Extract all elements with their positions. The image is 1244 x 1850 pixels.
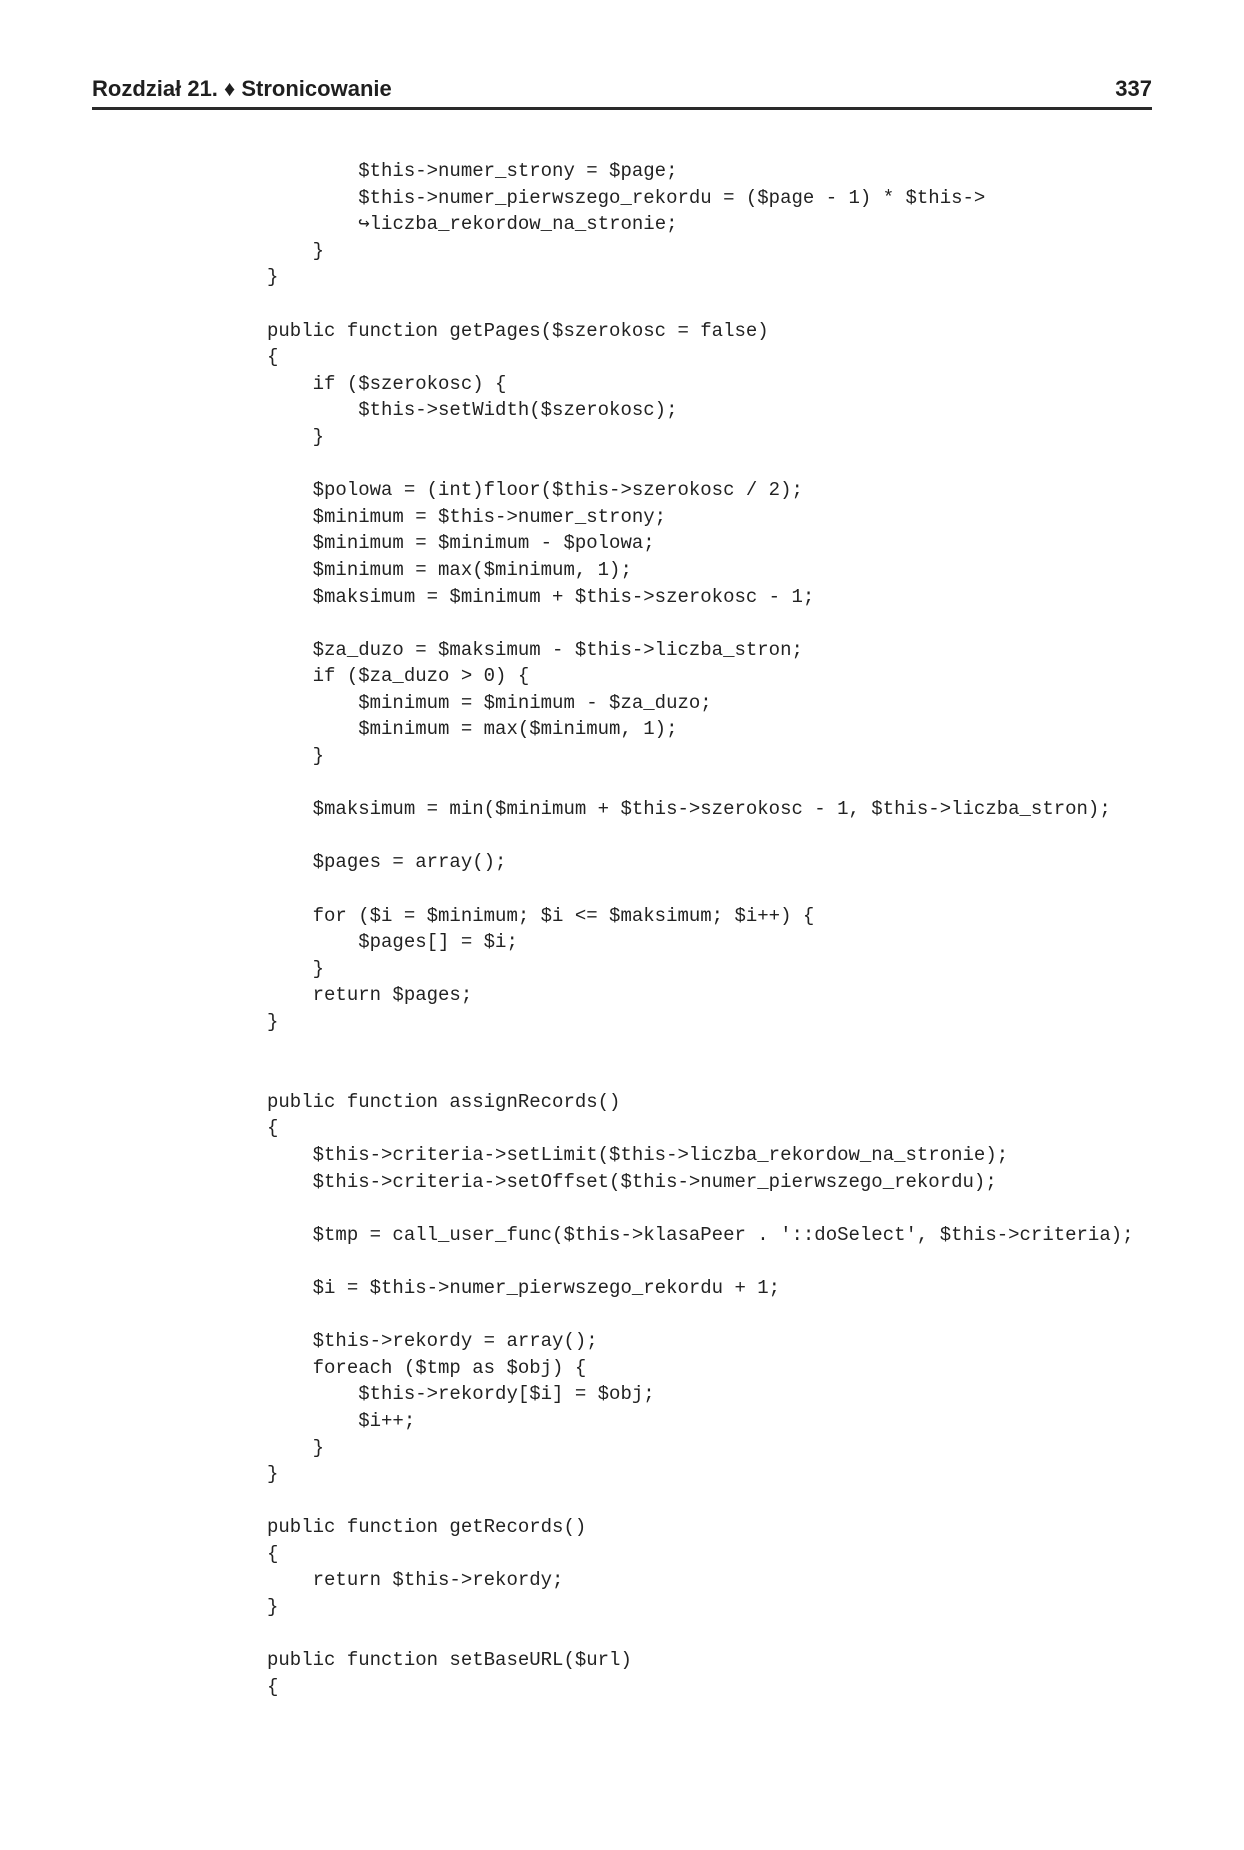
code-line: $this->rekordy[$i] = $obj; — [267, 1383, 655, 1406]
code-line: public function getPages($szerokosc = false) — [267, 319, 769, 342]
code-line: } — [267, 239, 325, 262]
code-line: if ($za_duzo > 0) { — [267, 665, 530, 688]
code-line — [267, 1621, 1134, 1648]
code-line: if ($szerokosc) { — [267, 372, 507, 395]
code-line — [267, 1488, 1134, 1515]
code-line: { — [267, 346, 279, 369]
code-line: $this->criteria->setOffset($this->numer_pierwszego_rekordu); — [267, 1170, 997, 1193]
code-line: { — [267, 1675, 279, 1698]
code-line: for ($i = $minimum; $i <= $maksimum; $i++) { — [267, 904, 815, 927]
code-line — [267, 1302, 1134, 1329]
code-line: public function setBaseURL($url) — [267, 1649, 632, 1672]
code-line: } — [267, 425, 325, 448]
page-number: 337 — [1115, 76, 1152, 101]
code-line — [267, 823, 1134, 850]
code-line: return $pages; — [267, 984, 473, 1007]
code-line — [267, 1248, 1134, 1275]
code-line: } — [267, 1596, 279, 1619]
code-line — [267, 770, 1134, 797]
chapter-title: Rozdział 21. ♦ Stronicowanie — [92, 76, 392, 101]
code-line — [267, 610, 1134, 637]
code-line: $polowa = (int)floor($this->szerokosc / 2); — [267, 479, 803, 502]
code-line — [267, 1062, 1134, 1089]
code-line: $this->numer_strony = $page; — [267, 160, 678, 182]
code-line: } — [267, 1436, 325, 1459]
code-line: { — [267, 1117, 279, 1140]
code-line — [267, 291, 1134, 318]
code-line: $maksimum = $minimum + $this->szerokosc - 1; — [267, 585, 815, 608]
code-line: foreach ($tmp as $obj) { — [267, 1356, 587, 1379]
code-line: return $this->rekordy; — [267, 1569, 564, 1592]
code-line: $this->criteria->setLimit($this->liczba_rekordow_na_stronie); — [267, 1143, 1009, 1166]
code-line: $minimum = max($minimum, 1); — [267, 718, 678, 741]
code-line: $minimum = max($minimum, 1); — [267, 558, 632, 581]
code-line: $minimum = $this->numer_strony; — [267, 505, 667, 528]
code-line: } — [267, 957, 325, 980]
code-line: } — [267, 266, 279, 289]
code-line: $i = $this->numer_pierwszego_rekordu + 1; — [267, 1276, 781, 1299]
code-line: { — [267, 1542, 279, 1565]
code-listing — [267, 158, 1134, 1700]
code-line: $minimum = $minimum - $za_duzo; — [267, 691, 712, 714]
code-line — [267, 1195, 1134, 1222]
code-line: $pages = array(); — [267, 851, 507, 874]
page-header — [92, 76, 1152, 114]
code-line: $minimum = $minimum - $polowa; — [267, 532, 655, 555]
code-line: $this->setWidth($szerokosc); — [267, 399, 678, 422]
code-line: $pages[] = $i; — [267, 931, 518, 954]
header-rule — [92, 107, 1152, 110]
code-line: public function assignRecords() — [267, 1090, 621, 1113]
code-line: $this->numer_pierwszego_rekordu = ($page - 1) * $this-> — [267, 186, 986, 209]
code-line: $this->rekordy = array(); — [267, 1330, 598, 1353]
code-line: $za_duzo = $maksimum - $this->liczba_stron; — [267, 638, 803, 661]
code-line: } — [267, 1463, 279, 1486]
code-line: } — [267, 745, 325, 768]
code-line: public function getRecords() — [267, 1516, 587, 1539]
code-line: $maksimum = min($minimum + $this->szerokosc - 1, $this->liczba_stron); — [267, 798, 1111, 821]
code-line: $i++; — [267, 1409, 416, 1432]
code-line — [267, 451, 1134, 478]
code-line — [267, 876, 1134, 903]
code-line: $tmp = call_user_func($this->klasaPeer . '::doSelect', $this->criteria); — [267, 1223, 1134, 1246]
code-line: ↪liczba_rekordow_na_stronie; — [267, 213, 678, 236]
code-line: } — [267, 1011, 279, 1033]
code-line — [267, 1036, 1134, 1063]
